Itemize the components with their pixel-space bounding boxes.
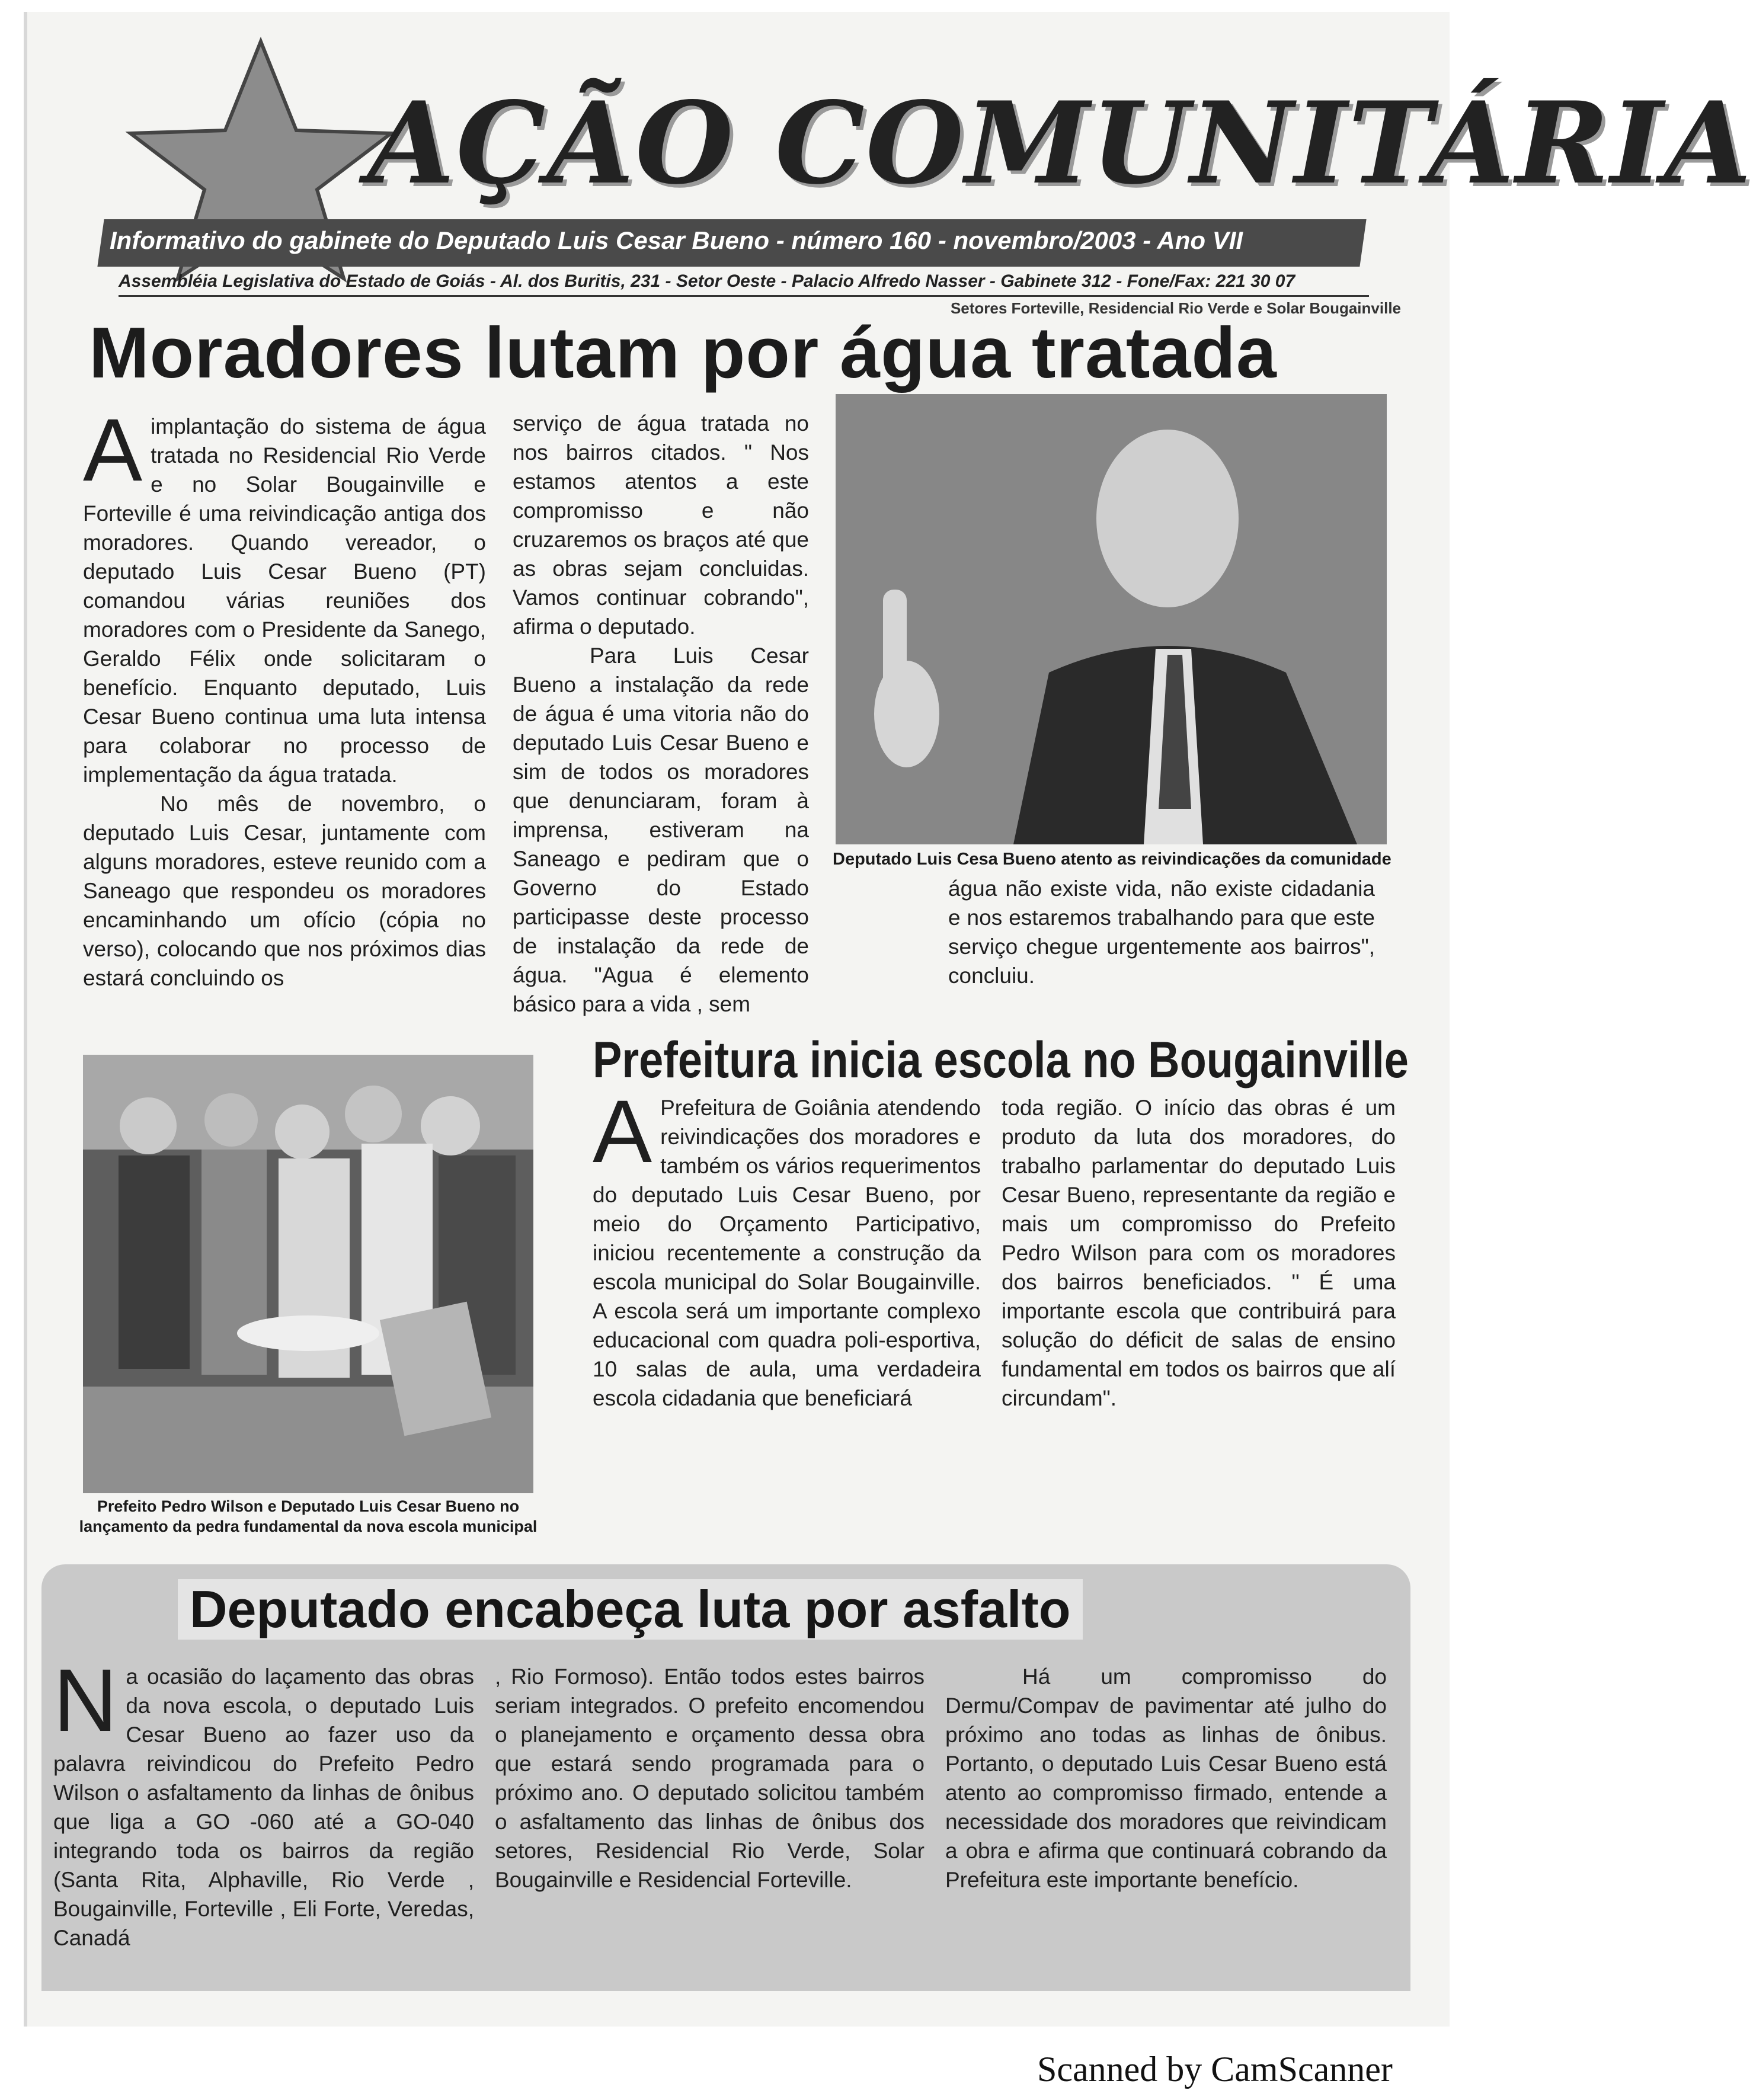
article3-col2-p1: , Rio Formoso). Então todos estes bairros seriam integrados. O prefeito encomendou o planejamento e orçamento dessa obra que estará sendo programada para o próximo ano. O deputado solicitou também o asfaltamento das linhas de ônibus dos setores, Residencial Rio Verde, Solar Bougainville e Residencial Forteville.	[495, 1664, 925, 1892]
article3-col3-p1: Há um compromisso do Dermu/Compav de pavimentar até julho do próximo ano todas as linhas de ônibus. Portanto, o deputado Luis Cesar Bueno está atento ao compromisso firmado, entende a necessidade dos moradores que reivindicam a obra e afirma que continuará cobrando da Prefeitura este importante benefício.	[945, 1664, 1387, 1892]
school-photo	[83, 1055, 533, 1493]
dropcap: N	[53, 1650, 118, 1750]
article2-photo-caption: Prefeito Pedro Wilson e Deputado Luis Cesar Bueno no lançamento da pedra fundamental da nova escola municipal	[79, 1497, 538, 1535]
article3-headline: Deputado encabeça luta por asfalto	[178, 1579, 1083, 1640]
article1-column-3	[948, 874, 1375, 990]
masthead-sectors: Setores Forteville, Residencial Rio Verde e Solar Bougainville	[950, 299, 1401, 317]
article2-col2-p1: toda região. O início das obras é um produto da luta dos moradores, do trabalho parlamentar do deputado Luis Cesar Bueno, representante da região e mais um compromisso do Prefeito Pedro Wilson para com os moradores dos bairros beneficiados. " É uma importante escola que contribuirá para solução do déficit de salas de ensino fundamental em todos os bairros que alí circundam".	[1002, 1096, 1396, 1410]
article1-col2-p2: Para Luis Cesar Bueno a instalação da rede de água é uma vitoria não do deputado Luis Cesar Bueno e sim de todos os moradores que denunciaram, foram à imprensa, estiveram na Saneago e pediram que o Governo do Estado participasse deste processo de instalação da rede de água. "Agua é elemento básico para a vida , sem	[513, 644, 809, 1016]
article1-headline: Moradores lutam por água tratada	[89, 312, 1277, 393]
article1-col1-p1: implantação do sistema de água tratada no Residencial Rio Verde e no Solar Bougainville e Forteville é uma reivindicação antiga dos moradores. Quando vereador, o deputado Luis Cesar Bueno (PT) comandou várias reuniões dos moradores com o Presidente da Sanego, Geraldo Félix onde solicitaram o benefício. Enquanto deputado, Luis Cesar Bueno continua uma luta intensa para colaborar no processo de implementação da água tratada.	[83, 414, 486, 787]
dropcap: A	[593, 1081, 652, 1181]
masthead-address: Assembléia Legislativa do Estado de Goiás - Al. dos Buritis, 231 - Setor Oeste - Palacio Alfredo Nasser - Gabinete 312 - Fone/Fax: 221 30 07	[119, 271, 1295, 291]
article1-column-2	[513, 409, 809, 1019]
dropcap: A	[83, 400, 143, 500]
masthead-subtitle: Informativo do gabinete do Deputado Luis Cesar Bueno - número 160 - novembro/2003 - Ano VII	[110, 226, 1243, 254]
article3-column-2	[495, 1662, 925, 1894]
article2-headline: Prefeitura inicia escola no Bougainville	[593, 1032, 1409, 1089]
article3-col1-p1: a ocasião do laçamento das obras da nova escola, o deputado Luis Cesar Bueno ao fazer uso da palavra reivindicou do Prefeito Pedro Wilson o asfaltamento da linhas de ônibus que liga a GO -060 até a GO-040 integrando toda os bairros da região (Santa Rita, Alphaville, Rio Verde , Bougainville, Forteville , Eli Forte, Veredas, Canadá	[53, 1664, 474, 1950]
article1-column-1	[83, 400, 486, 993]
scanner-watermark: Scanned by CamScanner	[1037, 2050, 1393, 2089]
article2-col1-p1: Prefeitura de Goiânia atendendo reivindicações dos moradores e também os vários requerimentos do deputado Luis Cesar Bueno, por meio do Orçamento Participativo, iniciou recentemente a construção da escola municipal do Solar Bougainville. A escola será um importante complexo educacional com quadra poli-esportiva, 10 salas de aula, uma verdadeira escola cidadania que beneficiará	[593, 1096, 981, 1410]
article1-col1-p2: No mês de novembro, o deputado Luis Cesar, juntamente com alguns moradores, esteve reunido com a Saneago que respondeu os moradores encaminhando um ofício (cópia no verso), colocando que nos próximos dias estará concluindo os	[83, 792, 486, 990]
article1-col3-p1: água não existe vida, não existe cidadania e nos estaremos trabalhando para que este serviço chegue urgentemente aos bairros", concluiu.	[948, 876, 1375, 988]
article2-column-1	[593, 1081, 981, 1413]
article3-column-3	[945, 1662, 1387, 1894]
article1-photo-caption: Deputado Luis Cesa Bueno atento as reivindicações da comunidade	[833, 850, 1391, 869]
article2-column-2	[1002, 1093, 1396, 1413]
article3-column-1	[53, 1650, 474, 1952]
deputy-photo	[836, 394, 1387, 844]
divider	[119, 295, 1369, 297]
masthead-title: AÇÃO COMUNITÁRIA	[367, 77, 1753, 209]
article1-col2-p1: serviço de água tratada no nos bairros citados. " Nos estamos atentos a este compromisso e não cruzaremos os braços até que as obras sejam concluidas. Vamos continuar cobrando", afirma o deputado.	[513, 411, 809, 639]
